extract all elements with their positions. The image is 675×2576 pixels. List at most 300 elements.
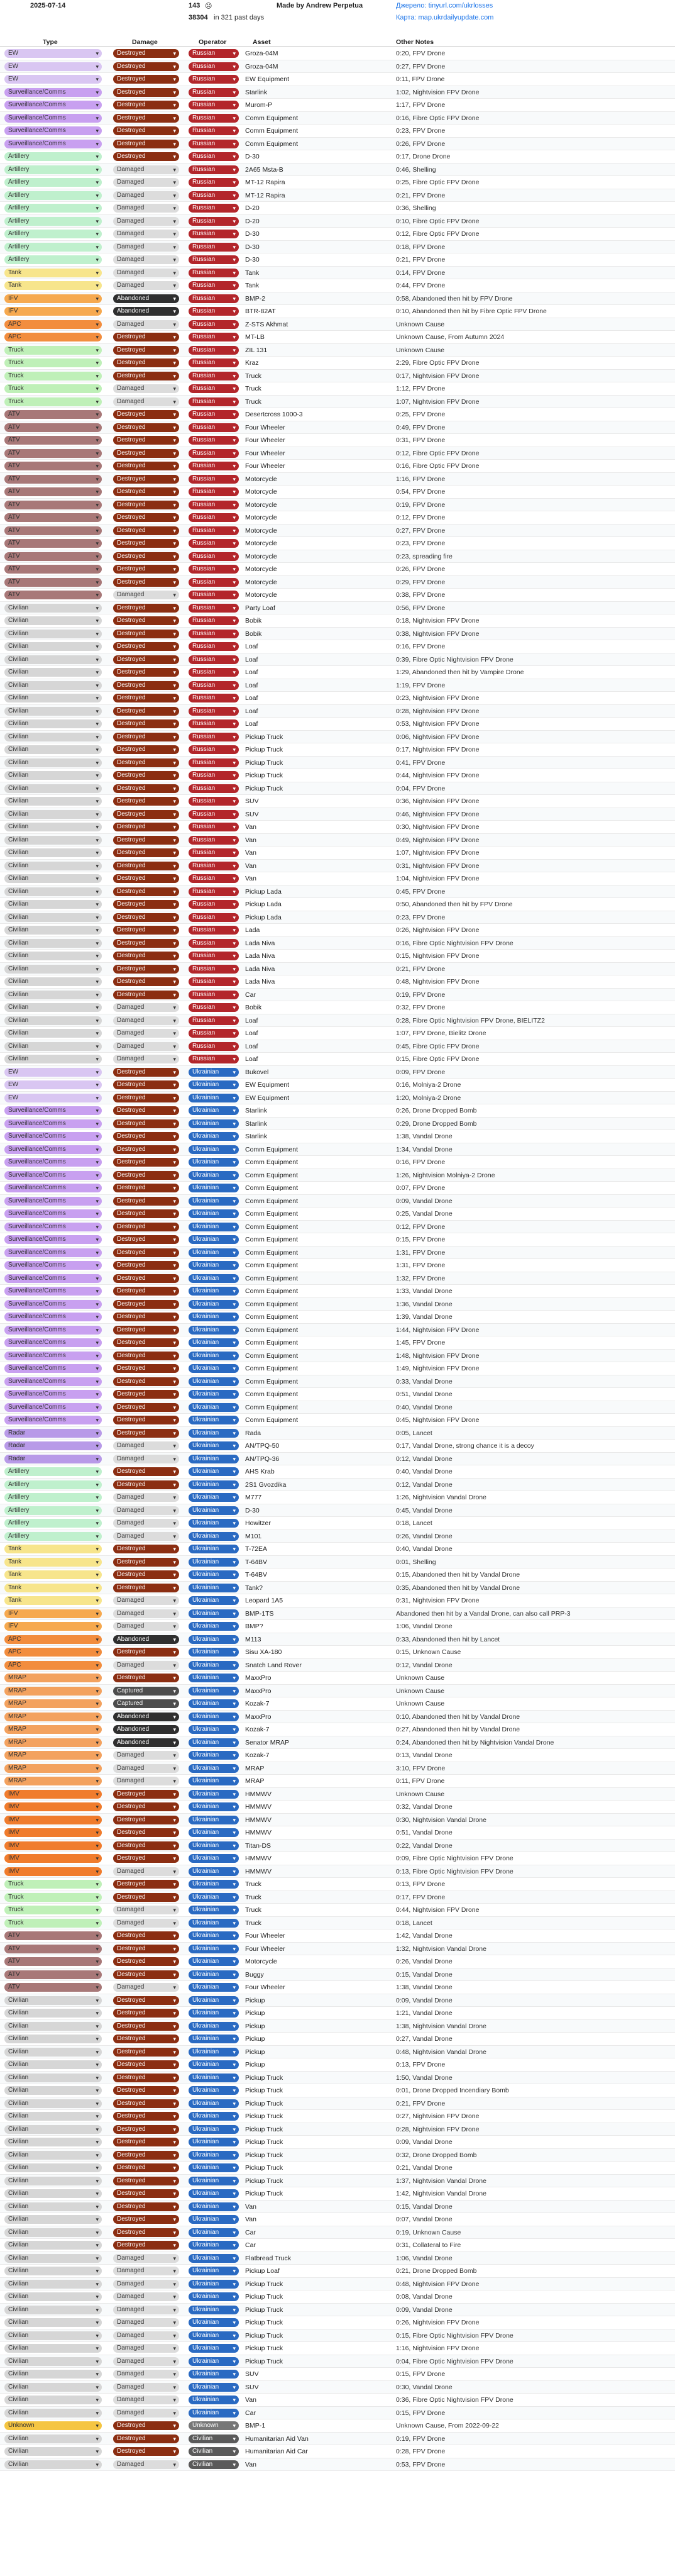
operator-select[interactable]: Ukrainian ▾ [189, 1197, 239, 1206]
damage-select[interactable]: Destroyed ▾ [113, 965, 179, 974]
damage-select[interactable]: Destroyed ▾ [113, 1197, 179, 1206]
operator-select[interactable]: Ukrainian ▾ [189, 2086, 239, 2095]
type-select[interactable]: ATV ▾ [4, 552, 102, 561]
operator-select[interactable]: Ukrainian ▾ [189, 1957, 239, 1966]
operator-select[interactable]: Ukrainian ▾ [189, 1493, 239, 1502]
type-select[interactable]: Civilian ▾ [4, 2409, 102, 2418]
operator-select[interactable]: Russian ▾ [189, 449, 239, 458]
type-select[interactable]: MRAP ▾ [4, 1764, 102, 1773]
type-select[interactable]: APC ▾ [4, 1635, 102, 1644]
damage-select[interactable]: Damaged ▾ [113, 1519, 179, 1528]
type-select[interactable]: IMV ▾ [4, 1816, 102, 1824]
operator-select[interactable]: Ukrainian ▾ [189, 1364, 239, 1373]
damage-select[interactable]: Destroyed ▾ [113, 1158, 179, 1167]
damage-select[interactable]: Destroyed ▾ [113, 1248, 179, 1257]
type-select[interactable]: Surveillance/Comms ▾ [4, 114, 102, 123]
type-select[interactable]: Civilian ▾ [4, 836, 102, 845]
type-select[interactable]: Civilian ▾ [4, 874, 102, 883]
operator-select[interactable]: Russian ▾ [189, 75, 239, 84]
type-select[interactable]: Surveillance/Comms ▾ [4, 1274, 102, 1283]
operator-select[interactable]: Russian ▾ [189, 823, 239, 831]
type-select[interactable]: Civilian ▾ [4, 2009, 102, 2018]
type-select[interactable]: Artillery ▾ [4, 255, 102, 264]
type-select[interactable]: Surveillance/Comms ▾ [4, 126, 102, 135]
operator-select[interactable]: Ukrainian ▾ [189, 1699, 239, 1708]
type-select[interactable]: Civilian ▾ [4, 862, 102, 870]
type-select[interactable]: Truck ▾ [4, 397, 102, 406]
operator-select[interactable]: Ukrainian ▾ [189, 2318, 239, 2327]
operator-select[interactable]: Ukrainian ▾ [189, 2383, 239, 2392]
operator-select[interactable]: Russian ▾ [189, 836, 239, 845]
operator-select[interactable]: Russian ▾ [189, 204, 239, 213]
source-link[interactable]: Джерело: tinyurl.com/ukrlosses [396, 2, 493, 9]
type-select[interactable]: Civilian ▾ [4, 2060, 102, 2069]
damage-select[interactable]: Destroyed ▾ [113, 1403, 179, 1412]
type-select[interactable]: ATV ▾ [4, 410, 102, 419]
damage-select[interactable]: Destroyed ▾ [113, 101, 179, 109]
operator-select[interactable]: Civilian ▾ [189, 2460, 239, 2469]
operator-select[interactable]: Russian ▾ [189, 269, 239, 277]
operator-select[interactable]: Ukrainian ▾ [189, 2292, 239, 2301]
operator-select[interactable]: Ukrainian ▾ [189, 2202, 239, 2211]
operator-select[interactable]: Russian ▾ [189, 952, 239, 960]
type-select[interactable]: IFV ▾ [4, 294, 102, 303]
damage-select[interactable]: Destroyed ▾ [113, 114, 179, 123]
type-select[interactable]: Surveillance/Comms ▾ [4, 1132, 102, 1141]
type-select[interactable]: Civilian ▾ [4, 2254, 102, 2263]
damage-select[interactable]: Destroyed ▾ [113, 1184, 179, 1192]
type-select[interactable]: Civilian ▾ [4, 1003, 102, 1012]
type-select[interactable]: MRAP ▾ [4, 1725, 102, 1734]
damage-select[interactable]: Destroyed ▾ [113, 874, 179, 883]
damage-select[interactable]: Destroyed ▾ [113, 2163, 179, 2172]
type-select[interactable]: Civilian ▾ [4, 642, 102, 651]
damage-select[interactable]: Destroyed ▾ [113, 1261, 179, 1270]
damage-select[interactable]: Destroyed ▾ [113, 1171, 179, 1180]
operator-select[interactable]: Russian ▾ [189, 771, 239, 780]
type-select[interactable]: Artillery ▾ [4, 204, 102, 213]
type-select[interactable]: EW ▾ [4, 75, 102, 84]
type-select[interactable]: Truck ▾ [4, 346, 102, 355]
damage-select[interactable]: Destroyed ▾ [113, 1828, 179, 1837]
type-select[interactable]: Civilian ▾ [4, 694, 102, 702]
operator-select[interactable]: Ukrainian ▾ [189, 1841, 239, 1850]
type-select[interactable]: Surveillance/Comms ▾ [4, 1287, 102, 1296]
operator-select[interactable]: Russian ▾ [189, 152, 239, 161]
type-select[interactable]: Civilian ▾ [4, 2370, 102, 2379]
damage-select[interactable]: Destroyed ▾ [113, 88, 179, 97]
damage-select[interactable]: Destroyed ▾ [113, 694, 179, 702]
operator-select[interactable]: Ukrainian ▾ [189, 1068, 239, 1077]
damage-select[interactable]: Destroyed ▾ [113, 49, 179, 58]
operator-select[interactable]: Russian ▾ [189, 848, 239, 857]
damage-select[interactable]: Destroyed ▾ [113, 1352, 179, 1360]
type-select[interactable]: Civilian ▾ [4, 1029, 102, 1038]
operator-select[interactable]: Ukrainian ▾ [189, 1338, 239, 1347]
operator-select[interactable]: Ukrainian ▾ [189, 1738, 239, 1747]
operator-select[interactable]: Ukrainian ▾ [189, 2357, 239, 2366]
operator-select[interactable]: Ukrainian ▾ [189, 1223, 239, 1231]
operator-select[interactable]: Ukrainian ▾ [189, 1931, 239, 1940]
type-select[interactable]: Civilian ▾ [4, 2460, 102, 2469]
operator-select[interactable]: Russian ▾ [189, 642, 239, 651]
operator-select[interactable]: Ukrainian ▾ [189, 1519, 239, 1528]
damage-select[interactable]: Damaged ▾ [113, 2383, 179, 2392]
operator-select[interactable]: Ukrainian ▾ [189, 2099, 239, 2108]
damage-select[interactable]: Destroyed ▾ [113, 823, 179, 831]
operator-select[interactable]: Ukrainian ▾ [189, 1609, 239, 1618]
damage-select[interactable]: Damaged ▾ [113, 1596, 179, 1605]
damage-select[interactable]: Destroyed ▾ [113, 475, 179, 484]
operator-select[interactable]: Ukrainian ▾ [189, 1094, 239, 1102]
operator-select[interactable]: Ukrainian ▾ [189, 1287, 239, 1296]
damage-select[interactable]: Destroyed ▾ [113, 552, 179, 561]
damage-select[interactable]: Destroyed ▾ [113, 810, 179, 819]
operator-select[interactable]: Russian ▾ [189, 604, 239, 613]
type-select[interactable]: Surveillance/Comms ▾ [4, 1403, 102, 1412]
damage-select[interactable]: Damaged ▾ [113, 1867, 179, 1876]
operator-select[interactable]: Ukrainian ▾ [189, 1261, 239, 1270]
damage-select[interactable]: Destroyed ▾ [113, 358, 179, 367]
operator-select[interactable]: Ukrainian ▾ [189, 2189, 239, 2198]
type-select[interactable]: Civilian ▾ [4, 2396, 102, 2404]
operator-select[interactable]: Ukrainian ▾ [189, 2074, 239, 2082]
operator-select[interactable]: Russian ▾ [189, 255, 239, 264]
type-select[interactable]: Tank ▾ [4, 1584, 102, 1592]
operator-select[interactable]: Russian ▾ [189, 939, 239, 948]
operator-select[interactable]: Ukrainian ▾ [189, 1687, 239, 1696]
type-select[interactable]: Radar ▾ [4, 1455, 102, 1463]
damage-select[interactable]: Damaged ▾ [113, 1751, 179, 1760]
operator-select[interactable]: Ukrainian ▾ [189, 2009, 239, 2018]
type-select[interactable]: Surveillance/Comms ▾ [4, 1313, 102, 1321]
operator-select[interactable]: Russian ▾ [189, 410, 239, 419]
damage-select[interactable]: Destroyed ▾ [113, 1338, 179, 1347]
operator-select[interactable]: Russian ▾ [189, 1003, 239, 1012]
operator-select[interactable]: Russian ▾ [189, 191, 239, 200]
damage-select[interactable]: Destroyed ▾ [113, 1648, 179, 1657]
type-select[interactable]: Surveillance/Comms ▾ [4, 1235, 102, 1244]
damage-select[interactable]: Destroyed ▾ [113, 2434, 179, 2443]
operator-select[interactable]: Civilian ▾ [189, 2434, 239, 2443]
damage-select[interactable]: Destroyed ▾ [113, 2202, 179, 2211]
operator-select[interactable]: Ukrainian ▾ [189, 2267, 239, 2275]
type-select[interactable]: ATV ▾ [4, 1983, 102, 1992]
operator-select[interactable]: Ukrainian ▾ [189, 1080, 239, 1089]
damage-select[interactable]: Destroyed ▾ [113, 62, 179, 71]
damage-select[interactable]: Destroyed ▾ [113, 719, 179, 728]
operator-select[interactable]: Russian ▾ [189, 487, 239, 496]
type-select[interactable]: Surveillance/Comms ▾ [4, 1364, 102, 1373]
operator-select[interactable]: Russian ▾ [189, 552, 239, 561]
type-select[interactable]: Civilian ▾ [4, 719, 102, 728]
operator-select[interactable]: Ukrainian ▾ [189, 1429, 239, 1438]
type-select[interactable]: Surveillance/Comms ▾ [4, 1119, 102, 1128]
damage-select[interactable]: Destroyed ▾ [113, 1674, 179, 1682]
operator-select[interactable]: Russian ▾ [189, 462, 239, 470]
damage-select[interactable]: Destroyed ▾ [113, 1364, 179, 1373]
type-select[interactable]: Surveillance/Comms ▾ [4, 1197, 102, 1206]
damage-select[interactable]: Destroyed ▾ [113, 1584, 179, 1592]
type-select[interactable]: Surveillance/Comms ▾ [4, 1261, 102, 1270]
type-select[interactable]: Artillery ▾ [4, 1532, 102, 1541]
operator-select[interactable]: Ukrainian ▾ [189, 1880, 239, 1889]
type-select[interactable]: Civilian ▾ [4, 745, 102, 754]
type-select[interactable]: ATV ▾ [4, 1931, 102, 1940]
damage-select[interactable]: Destroyed ▾ [113, 126, 179, 135]
damage-select[interactable]: Destroyed ▾ [113, 707, 179, 716]
operator-select[interactable]: Ukrainian ▾ [189, 1352, 239, 1360]
type-select[interactable]: Civilian ▾ [4, 2151, 102, 2160]
type-select[interactable]: Civilian ▾ [4, 991, 102, 999]
damage-select[interactable]: Destroyed ▾ [113, 152, 179, 161]
type-select[interactable]: Artillery ▾ [4, 243, 102, 252]
damage-select[interactable]: Damaged ▾ [113, 2370, 179, 2379]
operator-select[interactable]: Ukrainian ▾ [189, 1248, 239, 1257]
type-select[interactable]: Civilian ▾ [4, 2202, 102, 2211]
operator-select[interactable]: Russian ▾ [189, 565, 239, 574]
type-select[interactable]: Civilian ▾ [4, 2357, 102, 2366]
damage-select[interactable]: Destroyed ▾ [113, 733, 179, 741]
damage-select[interactable]: Destroyed ▾ [113, 604, 179, 613]
damage-select[interactable]: Damaged ▾ [113, 1029, 179, 1038]
damage-select[interactable]: Destroyed ▾ [113, 1945, 179, 1953]
damage-select[interactable]: Destroyed ▾ [113, 1467, 179, 1476]
damage-select[interactable]: Damaged ▾ [113, 165, 179, 174]
type-select[interactable]: APC ▾ [4, 1648, 102, 1657]
type-select[interactable]: EW ▾ [4, 1094, 102, 1102]
type-select[interactable]: Civilian ▾ [4, 823, 102, 831]
damage-select[interactable]: Destroyed ▾ [113, 2189, 179, 2198]
operator-select[interactable]: Ukrainian ▾ [189, 1171, 239, 1180]
operator-select[interactable]: Russian ▾ [189, 423, 239, 432]
damage-select[interactable]: Damaged ▾ [113, 1777, 179, 1785]
damage-select[interactable]: Damaged ▾ [113, 384, 179, 393]
operator-select[interactable]: Ukrainian ▾ [189, 2241, 239, 2250]
damage-select[interactable]: Destroyed ▾ [113, 140, 179, 148]
type-select[interactable]: Civilian ▾ [4, 2125, 102, 2134]
type-select[interactable]: Civilian ▾ [4, 900, 102, 909]
damage-select[interactable]: Abandoned ▾ [113, 1738, 179, 1747]
type-select[interactable]: Truck ▾ [4, 358, 102, 367]
damage-select[interactable]: Destroyed ▾ [113, 2138, 179, 2146]
operator-select[interactable]: Russian ▾ [189, 733, 239, 741]
operator-select[interactable]: Ukrainian ▾ [189, 1648, 239, 1657]
damage-select[interactable]: Damaged ▾ [113, 1506, 179, 1515]
type-select[interactable]: Civilian ▾ [4, 2035, 102, 2043]
operator-select[interactable]: Russian ▾ [189, 1029, 239, 1038]
damage-select[interactable]: Abandoned ▾ [113, 294, 179, 303]
operator-select[interactable]: Ukrainian ▾ [189, 2151, 239, 2160]
damage-select[interactable]: Destroyed ▾ [113, 2074, 179, 2082]
type-select[interactable]: ATV ▾ [4, 487, 102, 496]
damage-select[interactable]: Destroyed ▾ [113, 372, 179, 380]
type-select[interactable]: Civilian ▾ [4, 604, 102, 613]
operator-select[interactable]: Ukrainian ▾ [189, 1622, 239, 1631]
operator-select[interactable]: Ukrainian ▾ [189, 1403, 239, 1412]
type-select[interactable]: Civilian ▾ [4, 630, 102, 638]
type-select[interactable]: Civilian ▾ [4, 926, 102, 935]
type-select[interactable]: Surveillance/Comms ▾ [4, 101, 102, 109]
type-select[interactable]: Civilian ▾ [4, 2434, 102, 2443]
damage-select[interactable]: Destroyed ▾ [113, 1274, 179, 1283]
damage-select[interactable]: Destroyed ▾ [113, 526, 179, 535]
damage-select[interactable]: Abandoned ▾ [113, 1713, 179, 1721]
damage-select[interactable]: Destroyed ▾ [113, 1132, 179, 1141]
operator-select[interactable]: Ukrainian ▾ [189, 2370, 239, 2379]
type-select[interactable]: Civilian ▾ [4, 784, 102, 793]
operator-select[interactable]: Ukrainian ▾ [189, 2048, 239, 2057]
operator-select[interactable]: Ukrainian ▾ [189, 1802, 239, 1811]
type-select[interactable]: ATV ▾ [4, 526, 102, 535]
damage-select[interactable]: Destroyed ▾ [113, 1570, 179, 1579]
damage-select[interactable]: Abandoned ▾ [113, 1635, 179, 1644]
damage-select[interactable]: Destroyed ▾ [113, 900, 179, 909]
damage-select[interactable]: Destroyed ▾ [113, 346, 179, 355]
damage-select[interactable]: Damaged ▾ [113, 2306, 179, 2314]
operator-select[interactable]: Ukrainian ▾ [189, 2215, 239, 2224]
operator-select[interactable]: Russian ▾ [189, 526, 239, 535]
damage-select[interactable]: Destroyed ▾ [113, 771, 179, 780]
operator-select[interactable]: Russian ▾ [189, 862, 239, 870]
operator-select[interactable]: Russian ▾ [189, 101, 239, 109]
type-select[interactable]: Artillery ▾ [4, 191, 102, 200]
type-select[interactable]: Civilian ▾ [4, 758, 102, 767]
operator-select[interactable]: Russian ▾ [189, 49, 239, 58]
operator-select[interactable]: Ukrainian ▾ [189, 1377, 239, 1386]
type-select[interactable]: Civilian ▾ [4, 2280, 102, 2289]
type-select[interactable]: Civilian ▾ [4, 2074, 102, 2082]
operator-select[interactable]: Ukrainian ▾ [189, 2060, 239, 2069]
operator-select[interactable]: Ukrainian ▾ [189, 2228, 239, 2237]
operator-select[interactable]: Russian ▾ [189, 887, 239, 896]
type-select[interactable]: ATV ▾ [4, 475, 102, 484]
damage-select[interactable]: Damaged ▾ [113, 2460, 179, 2469]
operator-select[interactable]: Ukrainian ▾ [189, 1416, 239, 1424]
type-select[interactable]: Civilian ▾ [4, 616, 102, 625]
operator-select[interactable]: Ukrainian ▾ [189, 1209, 239, 1218]
type-select[interactable]: Civilian ▾ [4, 952, 102, 960]
damage-select[interactable]: Destroyed ▾ [113, 1790, 179, 1799]
operator-select[interactable]: Ukrainian ▾ [189, 1106, 239, 1115]
damage-select[interactable]: Damaged ▾ [113, 2344, 179, 2353]
type-select[interactable]: Civilian ▾ [4, 2228, 102, 2237]
operator-select[interactable]: Ukrainian ▾ [189, 2331, 239, 2340]
damage-select[interactable]: Destroyed ▾ [113, 1068, 179, 1077]
damage-select[interactable]: Destroyed ▾ [113, 1223, 179, 1231]
operator-select[interactable]: Russian ▾ [189, 1016, 239, 1025]
type-select[interactable]: ATV ▾ [4, 591, 102, 599]
damage-select[interactable]: Destroyed ▾ [113, 655, 179, 664]
damage-select[interactable]: Destroyed ▾ [113, 565, 179, 574]
type-select[interactable]: Surveillance/Comms ▾ [4, 1390, 102, 1399]
damage-select[interactable]: Destroyed ▾ [113, 848, 179, 857]
type-select[interactable]: Tank ▾ [4, 281, 102, 290]
damage-select[interactable]: Destroyed ▾ [113, 862, 179, 870]
operator-select[interactable]: Russian ▾ [189, 294, 239, 303]
damage-select[interactable]: Destroyed ▾ [113, 2215, 179, 2224]
type-select[interactable]: Civilian ▾ [4, 681, 102, 690]
type-select[interactable]: ATV ▾ [4, 1945, 102, 1953]
damage-select[interactable]: Destroyed ▾ [113, 410, 179, 419]
type-select[interactable]: Truck ▾ [4, 1880, 102, 1889]
operator-select[interactable]: Russian ▾ [189, 655, 239, 664]
damage-select[interactable]: Destroyed ▾ [113, 1545, 179, 1553]
type-select[interactable]: Radar ▾ [4, 1441, 102, 1450]
operator-select[interactable]: Ukrainian ▾ [189, 1480, 239, 1489]
operator-select[interactable]: Ukrainian ▾ [189, 1390, 239, 1399]
damage-select[interactable]: Destroyed ▾ [113, 913, 179, 922]
type-select[interactable]: Civilian ▾ [4, 2177, 102, 2185]
damage-select[interactable]: Destroyed ▾ [113, 1996, 179, 2005]
type-select[interactable]: IFV ▾ [4, 307, 102, 316]
damage-select[interactable]: Destroyed ▾ [113, 952, 179, 960]
operator-select[interactable]: Russian ▾ [189, 719, 239, 728]
damage-select[interactable]: Destroyed ▾ [113, 745, 179, 754]
operator-select[interactable]: Ukrainian ▾ [189, 1506, 239, 1515]
operator-select[interactable]: Ukrainian ▾ [189, 2163, 239, 2172]
damage-select[interactable]: Destroyed ▾ [113, 501, 179, 509]
operator-select[interactable]: Russian ▾ [189, 320, 239, 329]
damage-select[interactable]: Destroyed ▾ [113, 1480, 179, 1489]
operator-select[interactable]: Ukrainian ▾ [189, 1751, 239, 1760]
operator-select[interactable]: Russian ▾ [189, 88, 239, 97]
damage-select[interactable]: Destroyed ▾ [113, 797, 179, 806]
damage-select[interactable]: Destroyed ▾ [113, 1377, 179, 1386]
type-select[interactable]: Civilian ▾ [4, 2318, 102, 2327]
operator-select[interactable]: Ukrainian ▾ [189, 2112, 239, 2121]
damage-select[interactable]: Destroyed ▾ [113, 887, 179, 896]
operator-select[interactable]: Ukrainian ▾ [189, 1919, 239, 1928]
type-select[interactable]: ATV ▾ [4, 449, 102, 458]
type-select[interactable]: Artillery ▾ [4, 1519, 102, 1528]
type-select[interactable]: IMV ▾ [4, 1790, 102, 1799]
damage-select[interactable]: Destroyed ▾ [113, 2099, 179, 2108]
damage-select[interactable]: Abandoned ▾ [113, 307, 179, 316]
operator-select[interactable]: Ukrainian ▾ [189, 1867, 239, 1876]
damage-select[interactable]: Destroyed ▾ [113, 1326, 179, 1335]
damage-select[interactable]: Destroyed ▾ [113, 1957, 179, 1966]
operator-select[interactable]: Ukrainian ▾ [189, 1145, 239, 1154]
operator-select[interactable]: Ukrainian ▾ [189, 2022, 239, 2031]
damage-select[interactable]: Destroyed ▾ [113, 2035, 179, 2043]
damage-select[interactable]: Damaged ▾ [113, 1764, 179, 1773]
operator-select[interactable]: Russian ▾ [189, 243, 239, 252]
damage-select[interactable]: Damaged ▾ [113, 2409, 179, 2418]
damage-select[interactable]: Destroyed ▾ [113, 939, 179, 948]
damage-select[interactable]: Damaged ▾ [113, 320, 179, 329]
operator-select[interactable]: Ukrainian ▾ [189, 2306, 239, 2314]
damage-select[interactable]: Damaged ▾ [113, 243, 179, 252]
type-select[interactable]: Civilian ▾ [4, 2306, 102, 2314]
type-select[interactable]: ATV ▾ [4, 436, 102, 445]
operator-select[interactable]: Russian ▾ [189, 784, 239, 793]
type-select[interactable]: Truck ▾ [4, 372, 102, 380]
damage-select[interactable]: Damaged ▾ [113, 230, 179, 238]
type-select[interactable]: Surveillance/Comms ▾ [4, 1158, 102, 1167]
operator-select[interactable]: Russian ▾ [189, 384, 239, 393]
operator-select[interactable]: Ukrainian ▾ [189, 1725, 239, 1734]
type-select[interactable]: Surveillance/Comms ▾ [4, 1338, 102, 1347]
damage-select[interactable]: Destroyed ▾ [113, 630, 179, 638]
damage-select[interactable]: Destroyed ▾ [113, 2151, 179, 2160]
operator-select[interactable]: Russian ▾ [189, 913, 239, 922]
damage-select[interactable]: Destroyed ▾ [113, 75, 179, 84]
type-select[interactable]: Civilian ▾ [4, 1996, 102, 2005]
damage-select[interactable]: Destroyed ▾ [113, 1235, 179, 1244]
damage-select[interactable]: Destroyed ▾ [113, 2125, 179, 2134]
damage-select[interactable]: Destroyed ▾ [113, 1209, 179, 1218]
